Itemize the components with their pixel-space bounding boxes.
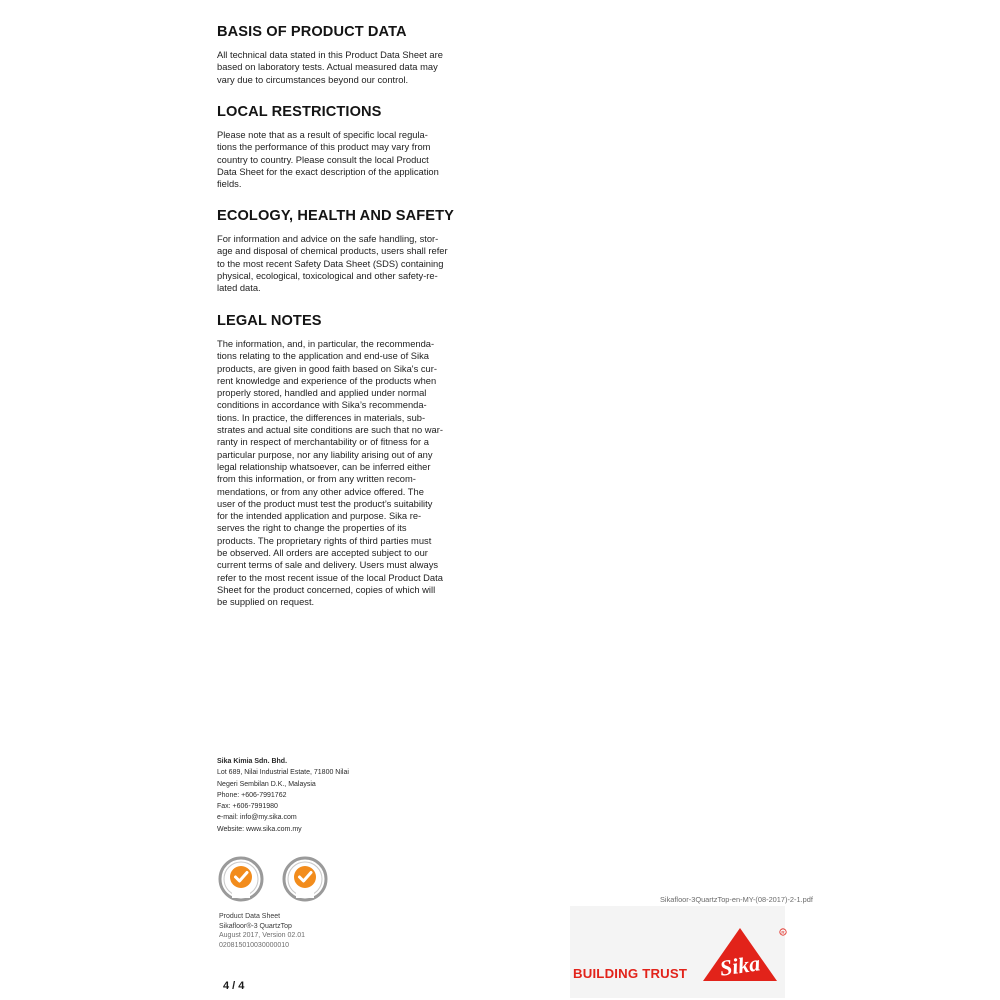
- certification-badges: [217, 855, 337, 903]
- section-heading: ECOLOGY, HEALTH AND SAFETY: [217, 208, 454, 224]
- section-heading: LEGAL NOTES: [217, 313, 322, 329]
- brand-tagline: BUILDING TRUST: [573, 966, 688, 981]
- section-legal-notes: [217, 313, 443, 621]
- page-number: 4 / 4: [223, 980, 245, 992]
- document-code: 020815010030000010: [219, 941, 290, 949]
- company-address-line: Negeri Sembilan D.K., Malaysia: [217, 780, 316, 788]
- version-date: August 2017, Version 02.01: [219, 932, 306, 939]
- iso-certification-badge-icon: [217, 855, 265, 903]
- section-body: For information and advice on the safe handling, stor- age and disposal of chemical products, users shall refer to the most recent Safety Data Sheet (SDS) containing physical, ecological, toxicological and other safety-re- lated data.: [217, 234, 448, 294]
- section-basis-of-product-data: [217, 24, 443, 98]
- iso-certification-badge-icon: [281, 855, 329, 903]
- product-name: Sikafloor®-3 QuartzTop: [219, 922, 292, 930]
- company-name: Sika Kimia Sdn. Bhd.: [217, 758, 288, 765]
- file-name: Sikafloor-3QuartzTop-en-MY-(08-2017)-2-1.pdf: [660, 895, 813, 904]
- section-ecology-health-safety: [217, 208, 454, 306]
- company-fax: Fax: +606-7991980: [217, 803, 278, 811]
- sika-logo-icon: [699, 926, 789, 983]
- svg-text:Sika: Sika: [718, 950, 762, 981]
- company-phone: Phone: +606-7991762: [217, 791, 287, 799]
- product-data-sheet-info: [219, 912, 419, 950]
- section-local-restrictions: [217, 104, 439, 202]
- section-heading: LOCAL RESTRICTIONS: [217, 104, 382, 120]
- company-contact-block: [217, 756, 437, 835]
- company-address-line: Lot 689, Nilai Industrial Estate, 71800 Nilai: [217, 769, 349, 777]
- svg-text:R: R: [781, 930, 785, 935]
- pds-label: Product Data Sheet: [219, 913, 281, 920]
- section-heading: BASIS OF PRODUCT DATA: [217, 24, 407, 40]
- company-website: Website: www.sika.com.my: [217, 825, 302, 833]
- section-body: All technical data stated in this Product Data Sheet are based on laboratory tests. Actual measured data may vary due to circumstances beyond our control.: [217, 50, 443, 85]
- company-email: e-mail: info@my.sika.com: [217, 814, 297, 822]
- section-body: The information, and, in particular, the recommenda- tions relating to the application and end-use of Sika products, are given in good faith based on Sika's cur- rent knowledge and experience of the products when properly stored, handled and applied under normal conditions in accordance with Sika’s recommenda- tions. In practice, the differences in materials, sub- strates and actual site conditions are such that no war- ranty in respect of merchantability or of fitness for a particular purpose, nor any liability arising out of any legal relationship whatsoever, can be inferred either from this information, or from any written recom- mendations, or from any other advice offered. The user of the product must test the product’s suitability for the intended application and purpose. Sika re- serves the right to change the properties of its products. The proprietary rights of third parties must be observed. All orders are accepted subject to our current terms of sale and delivery. Users must always refer to the most recent issue of the local Product Data Sheet for the product concerned, copies of which will be supplied on request.: [217, 339, 443, 608]
- section-body: Please note that as a result of specific local regula- tions the performance of this product may vary from country to country. Please consult the local Product Data Sheet for the exact description of the application fields.: [217, 130, 439, 190]
